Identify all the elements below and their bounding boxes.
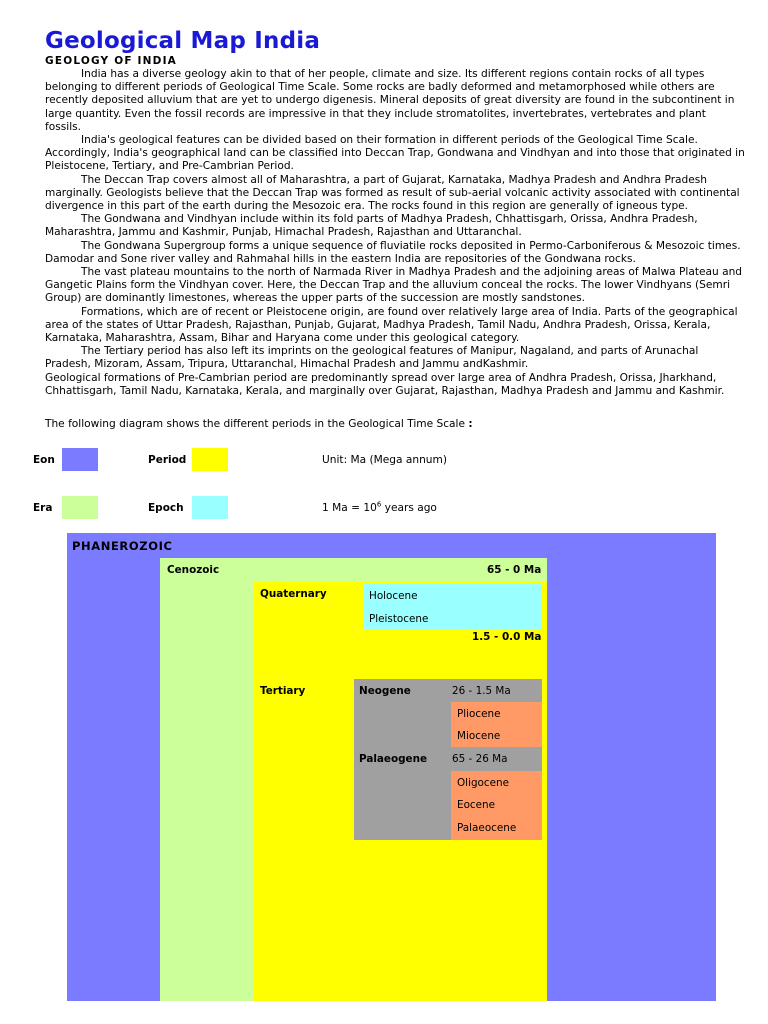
- legend-period-label: Period: [148, 454, 187, 466]
- quaternary-range: 1.5 - 0.0 Ma: [472, 631, 542, 643]
- paragraph-deccan-trap: The Deccan Trap covers almost all of Maharashtra, a part of Gujarat, Karnataka, Madhya Pradesh and Andhra Pradesh marginally. Geologists believe that the Deccan Trap was formed as result of sub-aerial volcanic activity associated with continental divergence in this part of the earth during the Mesozoic era. The rocks found in this region are generally of igneous type.: [45, 173, 740, 213]
- ma-note-suffix: years ago: [381, 502, 437, 514]
- section-heading: GEOLOGY OF INDIA: [45, 55, 178, 67]
- unit-note: Unit: Ma (Mega annum): [322, 454, 447, 466]
- paragraph-tertiary: The Tertiary period has also left its imprints on the geological features of Manipur, Nagaland, and parts of Arunachal Pradesh, Mizoram, Assam, Tripura, Uttaranchal, Himachal Pradesh and Jammu andKashmir.: [45, 345, 699, 371]
- epoch-miocene: Miocene: [457, 730, 501, 742]
- ma-note: [322, 502, 437, 514]
- legend-eon-label: Eon: [33, 454, 55, 466]
- epoch-pleistocene: Pleistocene: [369, 613, 429, 625]
- ma-note-prefix: 1 Ma = 10: [322, 502, 377, 514]
- epoch-palaeocene: Palaeocene: [457, 822, 517, 834]
- diagram-intro-colon: :: [468, 418, 473, 430]
- paragraph-gondwana-vindhyan: The Gondwana and Vindhyan include within its fold parts of Madhya Pradesh, Chhattisgarh, Orissa, Andhra Pradesh, Maharashtra, Jammu and Kashmir, Punjab, Himachal Pradesh, Rajasthan and Uttaranchal.: [45, 213, 698, 239]
- neogene-range: 26 - 1.5 Ma: [452, 685, 511, 697]
- paragraph-pre-cambrian: Geological formations of Pre-Cambrian period are predominantly spread over large area of Andhra Pradesh, Orissa, Jharkhand, Chhattisgarh, Tamil Nadu, Karnataka, Kerala, and marginally over Gujarat, Rajasthan, Madhya Pradesh and Jammu and Kashmir.: [45, 371, 725, 397]
- tertiary-label: Tertiary: [260, 685, 306, 697]
- palaeogene-range: 65 - 26 Ma: [452, 753, 508, 765]
- ma-note-exponent: 6: [376, 500, 382, 509]
- legend-epoch-swatch: [192, 496, 228, 519]
- epoch-pliocene: Pliocene: [457, 708, 501, 720]
- diagram-intro-text: The following diagram shows the different periods in the Geological Time Scale: [45, 418, 465, 430]
- legend-era-swatch: [62, 496, 98, 519]
- diagram-intro: [45, 418, 473, 430]
- epoch-holocene: Holocene: [369, 590, 418, 602]
- legend-eon-swatch: [62, 448, 98, 471]
- legend-period-swatch: [192, 448, 228, 471]
- palaeogene-label: Palaeogene: [359, 753, 428, 765]
- paragraph-vindhyan-cover: The vast plateau mountains to the north of Narmada River in Madhya Pradesh and the adjoining areas of Malwa Plateau and Gangetic Plains form the Vindhyan cover. Here, the Deccan Trap and the alluvium conceal the rocks. The lower Vindhyans (Semri Group) are dominantly limestones, whereas the upper parts of the succession are mostly sandstones.: [45, 266, 743, 305]
- legend-era-label: Era: [33, 502, 53, 514]
- legend-epoch-label: Epoch: [148, 502, 184, 514]
- era-label: Cenozoic: [167, 564, 220, 576]
- epoch-eocene: Eocene: [457, 799, 496, 811]
- page-title: Geological Map India: [45, 28, 321, 54]
- eon-label: PHANEROZOIC: [72, 539, 173, 553]
- epoch-oligocene: Oligocene: [457, 777, 509, 789]
- paragraph-intro: India has a diverse geology akin to that of her people, climate and size. Its different regions contain rocks of all types belonging to different periods of Geological Time Scale. Some rocks are badly deformed and metamorphosed while others are recently deposited alluvium that are yet to undergo digenesis. Mineral deposits of great diversity are found in the subcontinent in large quantity. Even the fossil records are impressive in that they include stromatolites, invertebrates, vertebrates and plant fossils.: [45, 68, 735, 133]
- paragraph-pleistocene: Formations, which are of recent or Pleistocene origin, are found over relatively large area of India. Parts of the geographical area of the states of Uttar Pradesh, Rajasthan, Punjab, Gujarat, Madhya Pradesh, Tamil Nadu, Andhra Pradesh, Orissa, Kerala, Karnataka, Maharashtra, Assam, Bihar and Haryana come under this geological category.: [45, 305, 738, 345]
- paragraph-features: India's geological features can be divided based on their formation in different periods of the Geological Time Scale. Accordingly, India's geographical land can be classified into Deccan Trap, Gondwana and Vindhyan and into those that originated in Pleistocene, Tertiary, and Pre-Cambrian Period.: [45, 134, 745, 173]
- era-range: 65 - 0 Ma: [487, 564, 542, 576]
- article-body: [45, 68, 745, 398]
- neogene-label: Neogene: [359, 685, 411, 697]
- paragraph-gondwana-supergroup: The Gondwana Supergroup forms a unique sequence of fluviatile rocks deposited in Permo-Carboniferous & Mesozoic times. Damodar and Sone river valley and Rahmahal hills in the eastern India are repositories of the Gondwana rocks.: [45, 239, 741, 265]
- quaternary-label: Quaternary: [260, 588, 327, 600]
